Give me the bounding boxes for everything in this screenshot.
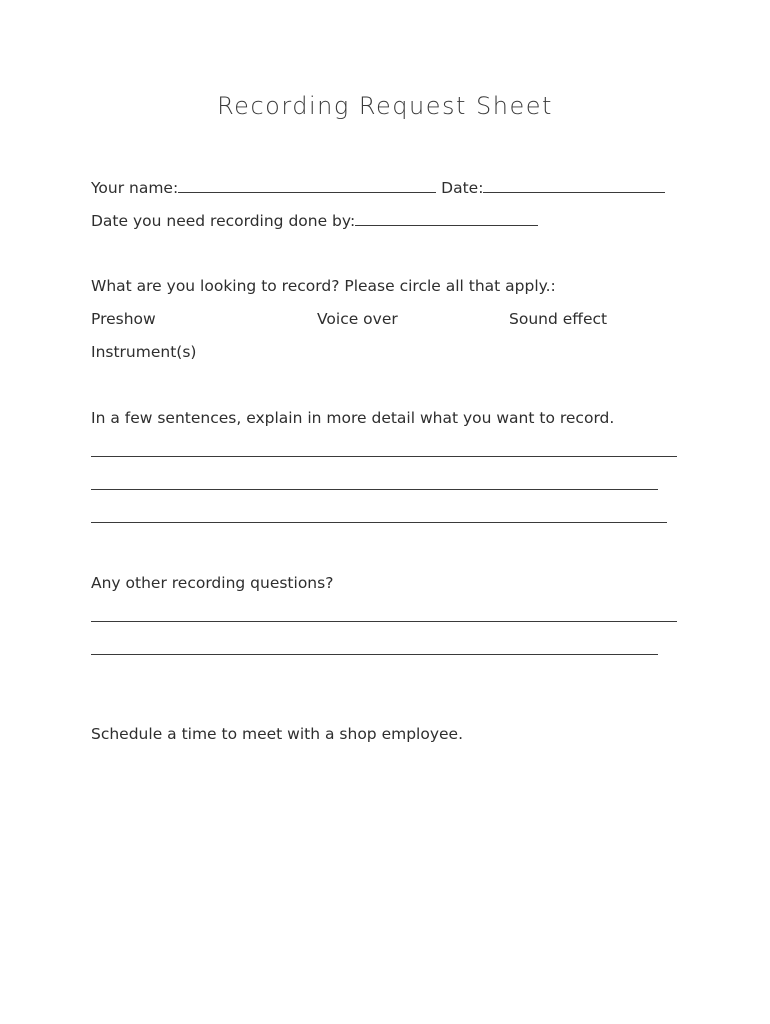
name-field[interactable] (178, 177, 436, 193)
date-field[interactable] (483, 177, 665, 193)
record-type-question: What are you looking to record? Please circle all that apply.: (91, 277, 556, 295)
date-label: Date: (441, 179, 484, 197)
schedule-text: Schedule a time to meet with a shop employee. (91, 725, 464, 743)
name-label: Your name: (91, 179, 179, 197)
page-title: Recording Request Sheet (217, 92, 553, 120)
option-instruments[interactable]: Instrument(s) (91, 343, 197, 361)
deadline-label: Date you need recording done by: (91, 212, 356, 230)
option-sound-effect[interactable]: Sound effect (509, 310, 608, 328)
other-answer-line-2[interactable] (91, 654, 658, 655)
details-answer-line-1[interactable] (91, 456, 677, 457)
other-answer-line-1[interactable] (91, 621, 677, 622)
details-answer-line-2[interactable] (91, 489, 658, 490)
option-voice-over[interactable]: Voice over (317, 310, 398, 328)
deadline-field[interactable] (355, 210, 538, 226)
details-prompt: In a few sentences, explain in more detail what you want to record. (91, 409, 615, 427)
name-date-row (91, 177, 665, 198)
details-answer-line-3[interactable] (91, 522, 667, 523)
other-questions-prompt: Any other recording questions? (91, 574, 334, 592)
option-preshow[interactable]: Preshow (91, 310, 156, 328)
deadline-row (91, 210, 538, 231)
